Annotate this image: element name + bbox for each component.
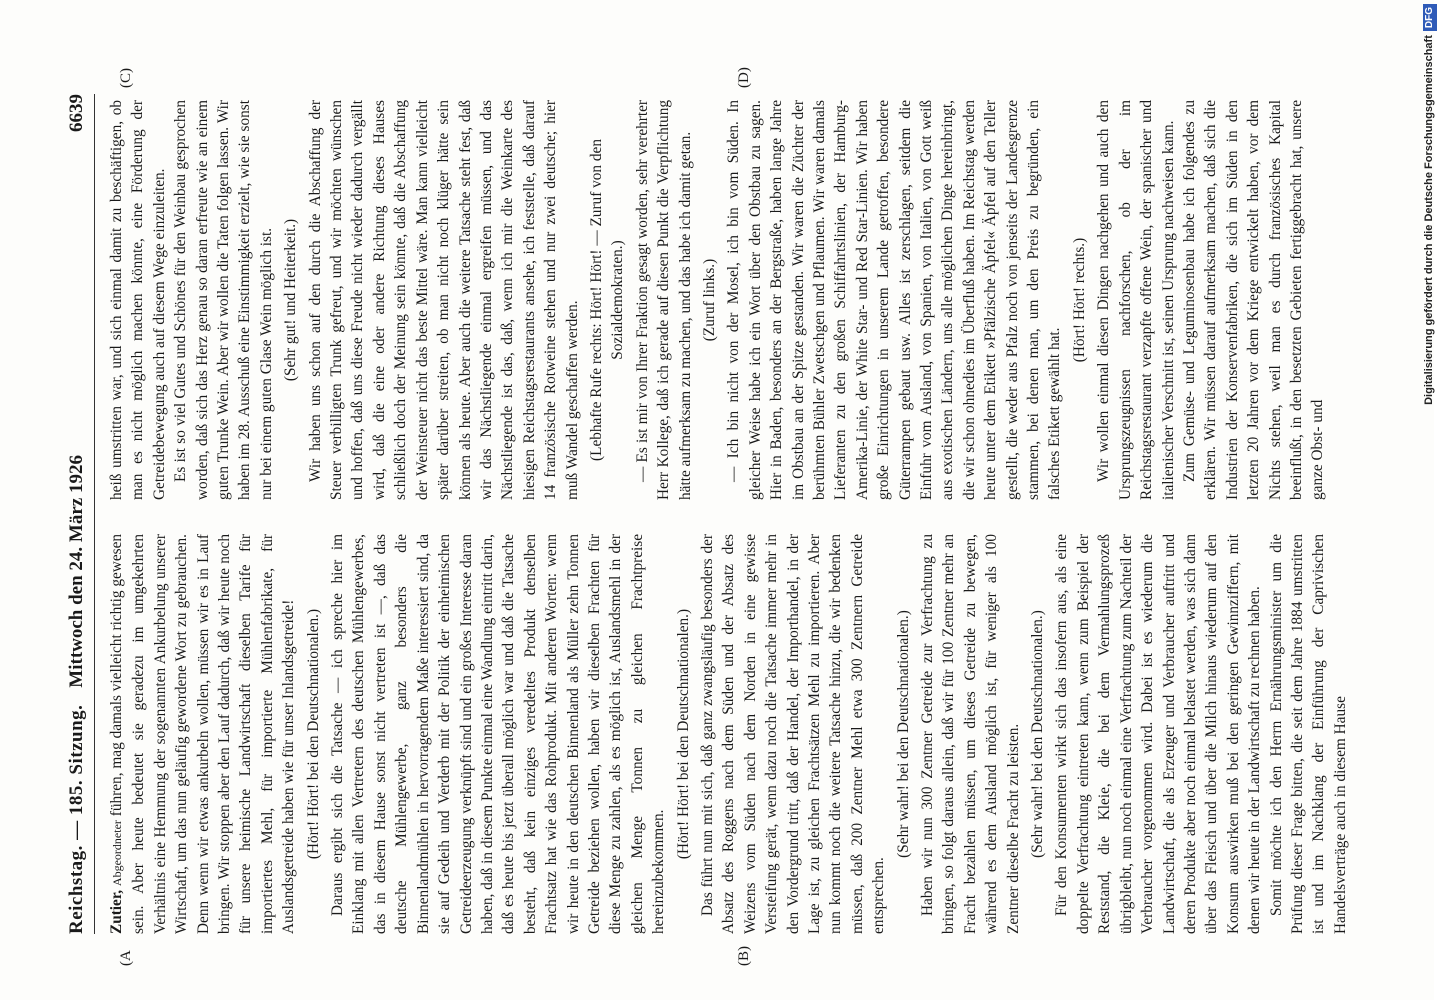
margin-marker-c: (C) bbox=[118, 68, 134, 88]
left-text-column bbox=[106, 533, 1349, 934]
page-number: 6639 bbox=[66, 94, 87, 132]
header-right bbox=[66, 94, 88, 688]
header-date: Mittwoch den 24. März 1926 bbox=[66, 455, 87, 688]
header-left: Reichstag. — 185. Sitzung. bbox=[66, 704, 87, 934]
paragraph: Zum Gemüse- und Leguminosenbau habe ich folgendes zu erklären. Wir müssen darauf aufmerksam machen, daß sich die Industrien der Konservenfabriken, die sich im Süden in den letzten 20 Jahren vor dem Kriege entwickelt haben, vor dem Nichts stehen, weil man es durch französisches Kapital beeinflußt, in den besetzten Gebieten fertiggebracht hat, unsere ganze Obst- und bbox=[1180, 100, 1327, 500]
speaker-paragraph bbox=[106, 534, 300, 934]
margin-marker-a: (A bbox=[118, 950, 134, 966]
right-text-column bbox=[106, 100, 1336, 500]
digitization-text: Digitalisierung gefördert durch die Deutsche Forschungsgemeinschaft bbox=[1423, 35, 1435, 405]
interjection: (Zuruf links.) bbox=[700, 258, 718, 342]
paragraph-text: führen, mag damals vielleicht richtig gewesen sein. Aber heute bedeutet sie geradezu im umgekehrten Verhältnis eine Hemmung der sogenannten Ankurbelung unserer Wirtschaft, um das nun geläufig gewordene Wort zu gebrauchen. Denn wenn wir etwas ankurbeln wollen, müssen wir es in Lauf bringen. Wir stoppen aber den Lauf dadurch, daß wir heute noch für unsere heimische Landwirtschaft dieselben Tarife für importiertes Mehl, für importierte Mühlenfabrikate, für Auslandsgetreide haben wie für unser Inlandsgetreide! bbox=[108, 533, 298, 934]
paragraph: Wir haben uns schon auf den durch die Abschaffung der Steuer verbilligten Trunk gefreut, und wir möchten wünschen und hoffen, daß uns diese Freude nicht wieder dadurch vergällt wird, daß die eine oder andere Richtung dieses Hauses schließlich doch der Meinung sein könnte, daß die Abschaffung der Weinsteuer nicht das beste Mittel wäre. Man kann vielleicht später darüber streiten, ob man nicht noch klüger hätte sein können als heute. Aber auch die weitere Tatsache steht fest, daß wir das Nächstliegende einmal ergreifen müssen, und das Nächstliegende ist das, daß, wenn ich mir die Weinkarte des hiesigen Reichstagsrestaurants ansehe, ich feststelle, daß darauf 14 französische Rotweine stehen und nur zwei deutsche; hier muß Wandel geschaffen werden. bbox=[306, 100, 581, 500]
paragraph: Wir wollen einmal diesen Dingen nachgehen und auch den Ursprungszeugnissen nachforschen, ob der im Reichstagsrestaurant verzapfte offene Wein, der spanischer und italienischer Verschnitt ist, seinen Ursprung nachweisen kann. bbox=[1095, 100, 1177, 500]
interjection: (Sehr wahr! bei den Deutschnationalen.) bbox=[894, 610, 912, 858]
page-header bbox=[58, 94, 95, 934]
paragraph: Haben wir nun 300 Zentner Getreide zur Verfrachtung zu bringen, so folgt daraus allein, daß wir für 100 Zentner mehr an Fracht bezahlen müssen, um dieses Getreide zu bewegen, während es dem Ausland möglich ist, für weniger als 100 Zentner dieselbe Fracht zu leisten. bbox=[919, 534, 1022, 934]
speaker-role: Abgeordneter bbox=[110, 820, 124, 887]
margin-marker-b: (B) bbox=[736, 946, 752, 966]
interjection: (Hört! Hört! bei den Deutschnationalen.) bbox=[674, 608, 692, 860]
paragraph: Das führt nun mit sich, daß ganz zwangsläufig besonders der Absatz des Roggens nach dem Süden und der Absatz des Weizens vom Süden nach dem Norden in eine gewisse Versteifung gerät, wenn dazu noch die Tatsache immer mehr in den Vordergrund tritt, daß der Handel, der Importhandel, in der Lage ist, zu gleichen Frachtsätzen Mehl zu importieren. Aber nun kommt noch die weitere Tatsache hinzu, die wir bedenken müssen, daß 200 Zentner Mehl etwa 300 Zentnern Getreide entsprechen. bbox=[698, 534, 888, 934]
digitization-note bbox=[1418, 4, 1440, 994]
paragraph: Somit möchte ich den Herrn Ernährungsminister um die Prüfung dieser Frage bitten, die seit dem Jahre 1884 umstritten ist und im Nachklang der Einführung der Caprivischen Handelsverträge auch in diesem Hause bbox=[1267, 534, 1349, 934]
paragraph: Es ist so viel Gutes und Schönes für den Weinbau gesprochen worden, daß sich das Herz genau so daran erfreute wie an einem guten Trunke Wein. Aber wir wollen die Taten folgen lassen. Wir haben im 28. Ausschuß eine Einstimmigkeit erzielt, wie sie sonst nur bei einem guten Glase Wein möglich ist. bbox=[172, 100, 275, 500]
interjection: (Sehr wahr! bei den Deutschnationalen.) bbox=[1029, 610, 1047, 858]
paragraph: — Ich bin nicht von der Mosel, ich bin vom Süden. In gleicher Weise habe ich ein Wort über den Obstbau zu sagen. Hier in Baden, besonders an der Bergstraße, haben lange Jahre im Obstbau an der Spitze gestanden. Wir waren die Züchter der berühmten Bühler Zwetschgen und Pflaumen. Wir waren damals Lieferanten zu den großen Schiffahrtslinien, der Hamburg-Amerika-Linie, der White Star- und Red Star-Linien. Wir haben große Einrichtungen in unserem Lande getroffen, besondere Güterrampen gebaut usw. Alles ist zerschlagen, seitdem die Einfuhr vom Ausland, von Spanien, von Italien, von Gott weiß aus exotischen Ländern, uns alle möglichen Dinge hereinbringt, die wir schon ohnedies im Überfluß haben. Im Reichstag werden heute unter dem Etikett »Pfälzische Äpfel« Äpfel auf den Teller gestellt, die weder aus Pfalz noch von jenseits der Landesgrenze stammen, bei denen man, um den Preis zu begründen, ein falsches Etikett gewählt hat. bbox=[725, 100, 1064, 500]
interjection: (Hört! Hört! bei den Deutschnationalen.) bbox=[304, 608, 322, 860]
margin-marker-d: (D) bbox=[736, 67, 752, 88]
speaker-name: Zutier, bbox=[108, 889, 125, 934]
paragraph: — Es ist mir von Ihrer Fraktion gesagt worden, sehr verehrter Herr Kollege, daß ich gerade auf diesen Punkt die Verpflichtung hätte aufmerksam zu machen, und das habe ich damit getan. bbox=[633, 100, 694, 500]
paragraph: Für den Konsumenten wirkt sich das insofern aus, als eine doppelte Verfrachtung eintreten kann, wenn zum Beispiel der Reststand, die Kleie, die bei dem Vermahlungsprozeß übrigbleibt, nun noch einmal eine Verfrachtung zum Nachteil der Verbraucher vorgenommen wird. Dabei ist es wiederum die Landwirtschaft, die als Erzeuger und Verbraucher auftritt und deren Produkte aber noch einmal belastet werden, was sich dann über das Fleisch und über die Milch hinaus wiederum auf den Konsum auswirken muß bei den geringen Gewinnziffern, mit denen wir heute in der Landwirtschaft zu rechnen haben. bbox=[1053, 534, 1264, 934]
interjection: (Hört! Hört! rechts.) bbox=[1070, 237, 1088, 363]
interjection: (Sehr gut! und Heiterkeit.) bbox=[282, 218, 300, 382]
paragraph: Daraus ergibt sich die Tatsache — ich spreche hier im Einklang mit allen Vertretern des deutschen Mühlengewerbes, das in diesem Hause sonst nicht vertreten ist —, daß das deutsche Mühlengewerbe, ganz besonders die Binnenlandmühlen in hervorragendem Maße interessiert sind, da sie auf Gedeih und Verderb mit der Politik der einheimischen Getreideerzeugung verknüpft sind und ein großes Interesse daran haben, daß in diesem Punkte einmal eine Wandlung eintritt darin, daß es heute bis jetzt überall möglich war und daß die Tatsache besteht, daß kein einziges veredeltes Produkt denselben Frachtsatz hat wie das Rohprodukt. Mit anderen Worten: wenn wir heute in den deutschen Binnenland als Müller zehn Tonnen Getreide beziehen wollen, haben wir dieselben Frachten für diese Menge zu zahlen, als es möglich ist, Auslandsmehl in der gleichen Menge Tonnen zu gleichen Frachtpreise hereinzubekommen. bbox=[329, 534, 668, 934]
interjection: (Lebhafte Rufe rechts: Hört! Hört! — Zuruf von den Sozialdemokraten.) bbox=[587, 139, 627, 461]
paragraph: heiß umstritten war, und sich einmal damit zu beschäftigen, ob man es nicht möglich machen könnte, eine Förderung der Getreidebewegung auch auf diesem Wege einzuleiten. bbox=[108, 100, 168, 500]
dfg-logo: DFG bbox=[1423, 4, 1437, 31]
